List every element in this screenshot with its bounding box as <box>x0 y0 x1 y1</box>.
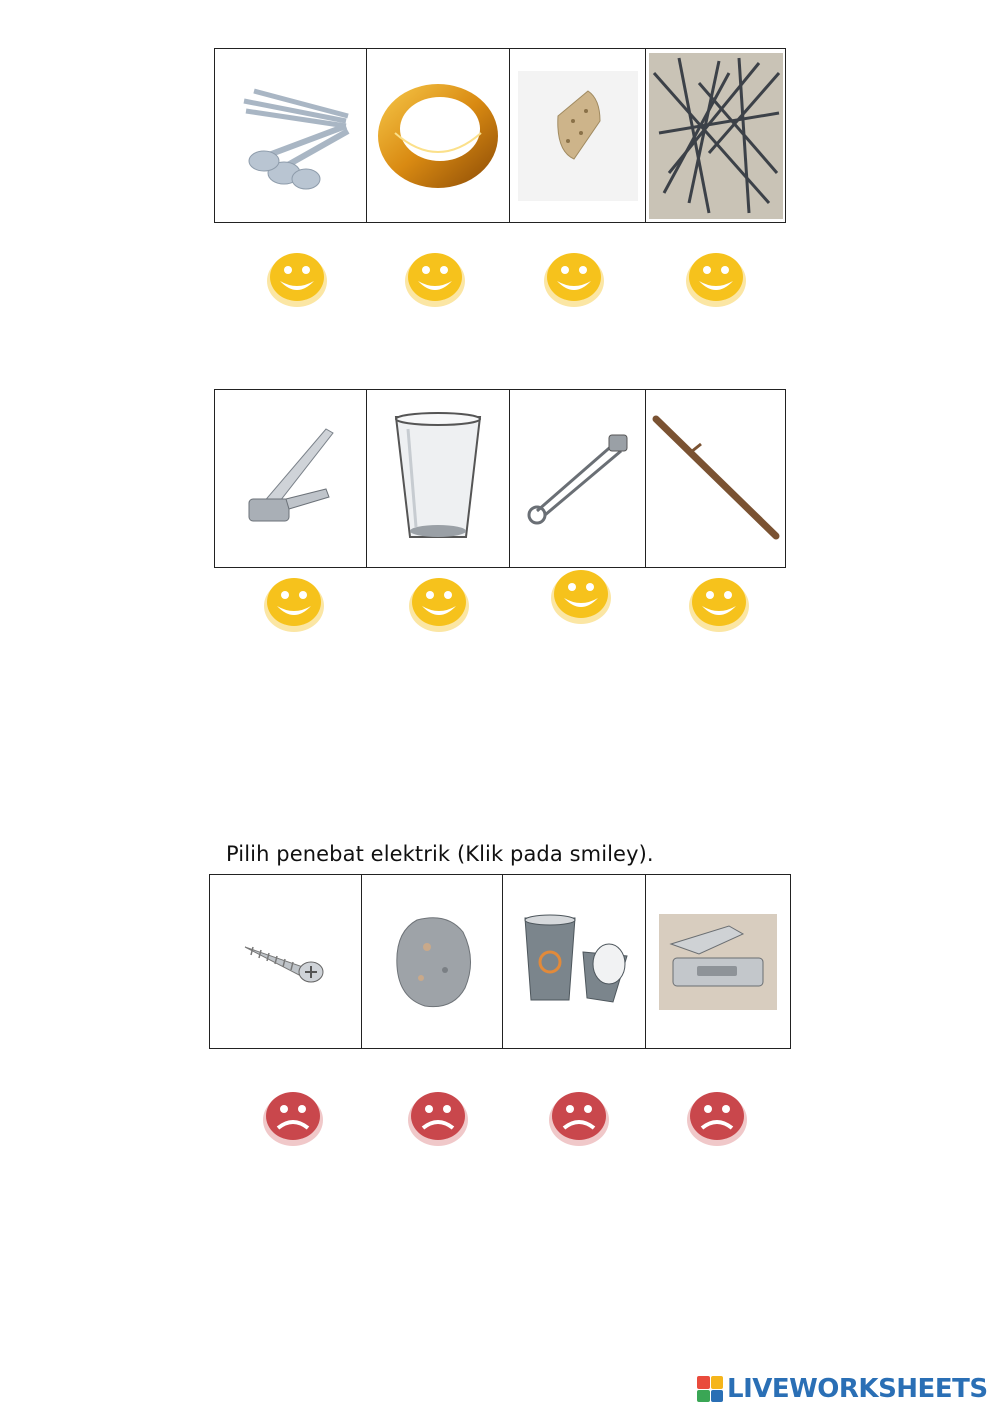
metal-screw-icon <box>241 937 331 987</box>
sad-face-icon[interactable] <box>407 1088 469 1148</box>
paper-cups-icon <box>517 912 632 1012</box>
picture-row-1 <box>214 48 786 223</box>
smiley-face-icon[interactable] <box>550 566 612 626</box>
cell-metal-screw <box>210 875 362 1048</box>
wooden-stick-icon <box>651 414 781 544</box>
smiley-face-icon[interactable] <box>408 574 470 634</box>
plastic-cutlery-icon <box>226 81 356 191</box>
picture-row-2 <box>214 389 786 568</box>
instruction-text: Pilih penebat elektrik (Klik pada smiley). <box>226 842 654 866</box>
sad-face-icon[interactable] <box>548 1088 610 1148</box>
smiley-face-icon[interactable] <box>543 249 605 309</box>
sad-face-icon[interactable] <box>262 1088 324 1148</box>
liveworksheets-brand <box>697 1374 988 1404</box>
sad-face-icon[interactable] <box>686 1088 748 1148</box>
smiley-face-icon[interactable] <box>685 249 747 309</box>
liveworksheets-logo-icon <box>697 1376 723 1402</box>
brand-name: LIVEWORKSHEETS <box>727 1374 988 1404</box>
glass-cup-icon <box>388 409 488 549</box>
cell-glass-cup <box>367 390 510 567</box>
smiley-face-icon[interactable] <box>404 249 466 309</box>
smiley-face-icon[interactable] <box>688 574 750 634</box>
cell-safety-pin <box>510 390 647 567</box>
cell-nail-clipper <box>215 390 367 567</box>
cell-paper-cups <box>503 875 647 1048</box>
rock-icon <box>387 912 477 1012</box>
stapler-icon <box>659 914 777 1010</box>
cork-icon <box>518 71 638 201</box>
cell-plastic-cutlery <box>215 49 367 222</box>
picture-row-3 <box>209 874 791 1049</box>
smiley-face-icon[interactable] <box>266 249 328 309</box>
cell-gold-ring <box>367 49 510 222</box>
safety-pin-icon <box>523 429 633 529</box>
cell-rock <box>362 875 503 1048</box>
gold-ring-icon <box>373 71 503 201</box>
iron-nails-icon <box>649 53 783 219</box>
smiley-face-icon[interactable] <box>263 574 325 634</box>
cell-cork <box>510 49 647 222</box>
cell-wooden-stick <box>646 390 785 567</box>
nail-clipper-icon <box>231 419 351 539</box>
cell-stapler <box>646 875 790 1048</box>
cell-iron-nails <box>646 49 785 222</box>
